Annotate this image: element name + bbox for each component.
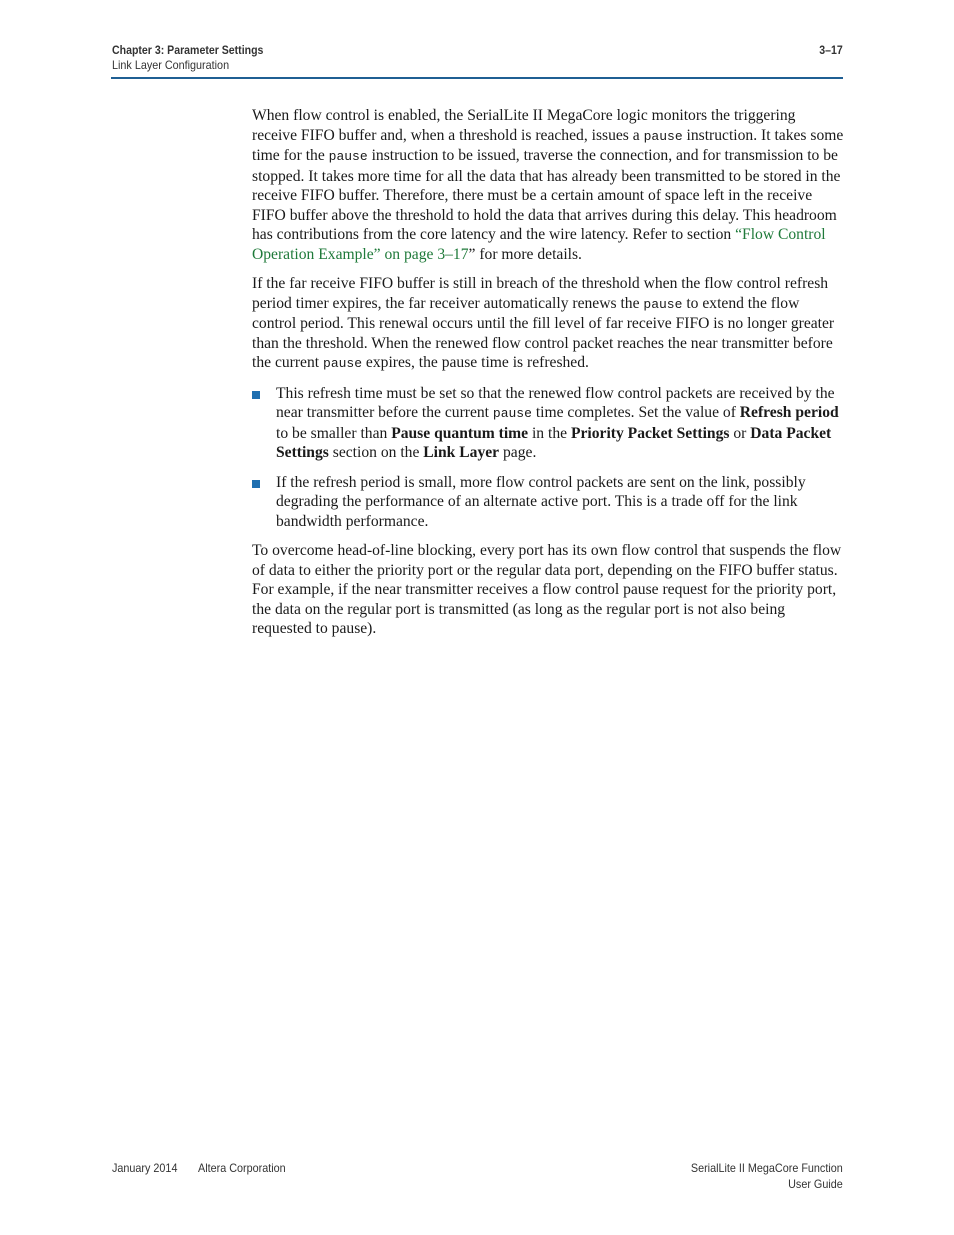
bold-term: Data Packet Settings (276, 424, 832, 461)
text-run: or (729, 424, 751, 442)
footer-left (112, 1160, 295, 1192)
code-pause: pause (643, 296, 683, 312)
text-run: page. (499, 444, 537, 461)
code-pause: pause (492, 406, 532, 421)
text-run: When flow control is enabled, the SerialLite II MegaCore logic monitors the triggering receive FIFO buffer and, when a threshold is reached, issues a (252, 107, 796, 144)
footer-right (674, 1160, 843, 1192)
bold-term: Refresh period (739, 404, 839, 421)
text-run: If the far receive FIFO buffer is still in breach of the threshold when the flow control refresh period timer expires, the far receiver automatically renews the (252, 275, 829, 312)
text-run: in the (528, 424, 571, 442)
text-run: section on the (328, 444, 424, 461)
chapter-title: Chapter 3: Parameter Settings (112, 43, 264, 57)
page-number: 3–17 (819, 43, 843, 57)
square-bullet-icon (252, 480, 260, 488)
code-pause: pause (323, 356, 363, 371)
text-run: time completes. Set the value of (531, 404, 740, 421)
footer-date: January 2014 (112, 1161, 178, 1175)
header-rule (111, 77, 843, 79)
page-header (112, 43, 843, 73)
list-item (252, 384, 844, 463)
paragraph-refresh (252, 274, 844, 374)
footer-doc-title: SerialLite II MegaCore Function (691, 1161, 843, 1175)
code-pause: pause (643, 128, 683, 144)
square-bullet-icon (252, 391, 260, 399)
code-pause: pause (328, 149, 368, 164)
bullet-list (252, 384, 844, 532)
text-run: instruction to be issued, traverse the connection, and for transmission to be stopped. It takes more time for all the data that has already been transmitted to be stored in the receive FIFO buffer. Therefore, there must be a certain amount of space left in the receive FIFO buffer above the threshold to hold the data that arrives during this delay. This headroom has contributions from the core latency and the wire latency. Refer to section (252, 147, 841, 243)
footer-company: Altera Corporation (198, 1161, 286, 1175)
paragraph-flow-control (252, 106, 844, 264)
text-run: to be smaller than (276, 424, 392, 442)
bold-term: Pause quantum time (391, 424, 529, 442)
page-footer (112, 1160, 843, 1192)
text-run: If the refresh period is small, more flow control packets are sent on the link, possibly degrading the performance of an alternate active port. This is a trade off for the link bandwidth performance. (276, 473, 806, 530)
footer-doc-type: User Guide (788, 1177, 843, 1191)
cross-reference-link[interactable]: “Flow Control Operation Example” on page 3–17 (252, 226, 826, 263)
text-run: ” for more details. (468, 245, 582, 263)
text-run: expires, the pause time is refreshed. (362, 354, 589, 371)
bold-term: Link Layer (423, 444, 500, 461)
text-run: instruction. It takes some time for the (252, 126, 844, 164)
section-title: Link Layer Configuration (112, 58, 230, 72)
body-text (252, 106, 844, 649)
bold-term: Priority Packet Settings (570, 424, 730, 442)
text-run: This refresh time must be set so that the renewed flow control packets are received by the near transmitter before the current (276, 384, 835, 421)
text-run: to extend the flow control period. This renewal occurs until the fill level of far receive FIFO is no longer greater than the threshold. When the renewed flow control packet reaches the near transmitter before the current (252, 294, 835, 371)
paragraph-head-of-line: To overcome head-of-line blocking, every port has its own flow control that suspends the flow of data to either the priority port or the regular data port, depending on the FIFO buffer status. For example, if the near transmitter receives a flow control pause request for the priority port, the data on the regular port is transmitted (as long as the regular port is not also being requested to pause). (252, 542, 842, 637)
list-item (252, 473, 844, 532)
